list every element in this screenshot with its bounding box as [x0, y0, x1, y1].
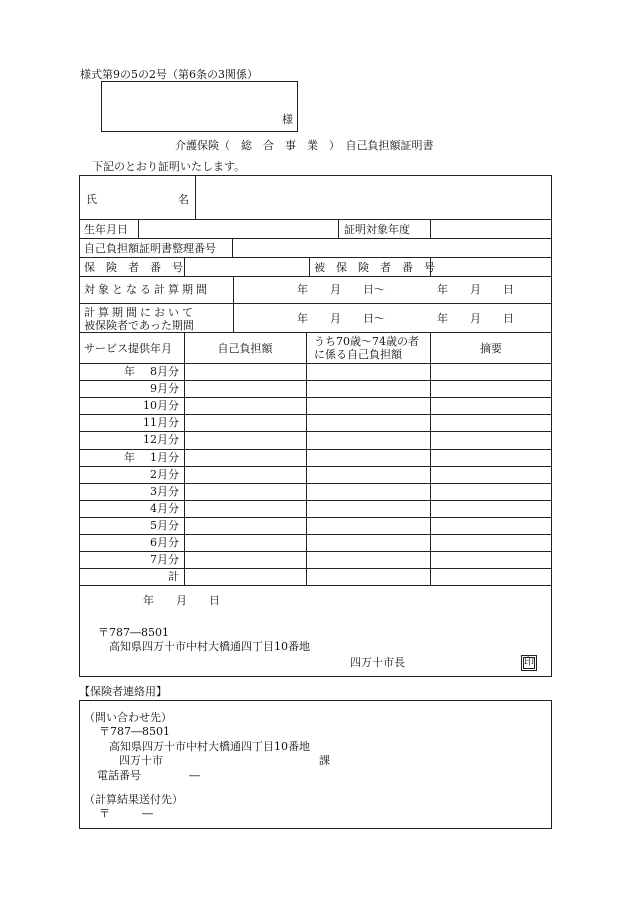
- row-year: 年: [124, 451, 135, 464]
- birthdate-label: 生年月日: [84, 223, 128, 236]
- rule: [79, 276, 552, 277]
- row-rule: [79, 414, 552, 415]
- inquiry-postal: 〒787―8501: [99, 725, 170, 738]
- rule: [430, 332, 431, 585]
- insured-number-label: 被 保 険 者 番 号: [314, 261, 435, 274]
- row-month: 7月分: [150, 553, 179, 566]
- rule: [79, 238, 552, 239]
- header-month: サービス提供年月: [84, 342, 172, 355]
- rule: [430, 219, 431, 238]
- name-label-left: 氏: [86, 193, 97, 206]
- inquiry-address: 高知県四万十市中村大橋通四丁目10番地: [109, 740, 310, 753]
- rule: [338, 219, 339, 238]
- rule: [306, 332, 307, 585]
- cert-number-label: 自己負担額証明書整理番号: [84, 242, 216, 255]
- issuer-address: 高知県四万十市中村大橋通四丁目10番地: [109, 640, 310, 653]
- result-label: （計算結果送付先）: [84, 793, 183, 806]
- row-rule: [79, 500, 552, 501]
- row-month: 6月分: [150, 536, 179, 549]
- row-month: 11月分: [143, 416, 179, 429]
- rule: [233, 276, 234, 332]
- insurer-contact-heading: 【保険者連絡用】: [79, 685, 167, 698]
- insurer-number-label: 保 険 者 番 号: [84, 261, 183, 274]
- form-number: 様式第9の5の2号（第6条の3関係）: [80, 68, 258, 81]
- result-postal-dash: ―: [142, 807, 153, 820]
- rule: [184, 257, 185, 276]
- document-title: 介護保険（ 総 合 事 業 ） 自己負担額証明書: [175, 139, 434, 152]
- rule: [79, 363, 552, 364]
- insured-period-end: 年 月 日: [437, 312, 514, 325]
- row-month: 9月分: [150, 382, 179, 395]
- rule: [195, 175, 196, 219]
- rule: [184, 332, 185, 585]
- row-month: 12月分: [143, 433, 179, 446]
- insured-period-label-line1: 計算期間において: [84, 306, 196, 319]
- intro-text: 下記のとおり証明いたします。: [92, 160, 246, 173]
- header-age-line2: に係る自己負担額: [314, 348, 402, 361]
- rule: [79, 303, 552, 304]
- row-rule: [79, 380, 552, 381]
- row-month: 計: [168, 570, 179, 583]
- row-rule: [79, 534, 552, 535]
- seal-stamp: 印: [521, 655, 537, 671]
- row-rule: [79, 568, 552, 569]
- inquiry-city: 四万十市: [119, 754, 163, 767]
- rule: [309, 257, 310, 276]
- row-rule: [79, 431, 552, 432]
- rule: [79, 332, 552, 333]
- row-rule: [79, 483, 552, 484]
- header-copay: 自己負担額: [217, 342, 273, 355]
- row-month: 10月分: [143, 399, 179, 412]
- recipient-box: [101, 81, 298, 132]
- row-month: 2月分: [150, 468, 179, 481]
- recipient-suffix: 様: [282, 113, 293, 126]
- rule: [138, 219, 139, 238]
- row-month: 3月分: [150, 485, 179, 498]
- inquiry-section: 課: [319, 754, 330, 767]
- row-year: 年: [124, 365, 135, 378]
- phone-label: 電話番号: [97, 769, 141, 782]
- insurer-contact-box: [79, 700, 552, 829]
- insured-period-label-line2: 被保険者であった期間: [84, 319, 194, 332]
- calc-period-start: 年 月 日～: [297, 283, 385, 296]
- issuer-mayor: 四万十市長: [350, 656, 405, 669]
- insured-period-start: 年 月 日～: [297, 312, 385, 325]
- calc-period-end: 年 月 日: [437, 283, 514, 296]
- header-notes: 摘要: [480, 342, 502, 355]
- row-rule: [79, 449, 552, 450]
- row-rule: [79, 397, 552, 398]
- row-rule: [79, 517, 552, 518]
- name-label-right: 名: [178, 193, 189, 206]
- row-month: 8月分: [150, 365, 179, 378]
- rule: [232, 238, 233, 257]
- cert-year-label: 証明対象年度: [344, 223, 410, 236]
- row-month: 1月分: [150, 451, 179, 464]
- rule: [79, 257, 552, 258]
- row-rule: [79, 466, 552, 467]
- row-month: 4月分: [150, 502, 179, 515]
- issuer-postal: 〒787―8501: [98, 626, 169, 639]
- calc-period-label: 対象となる計算期間: [84, 283, 210, 296]
- row-rule: [79, 551, 552, 552]
- phone-dash: ―: [189, 769, 200, 782]
- rule: [79, 219, 552, 220]
- issue-date: 年 月 日: [143, 594, 220, 607]
- inquiry-label: （問い合わせ先）: [84, 711, 172, 724]
- rule: [79, 585, 552, 586]
- header-age-line1: うち70歳～74歳の者: [314, 335, 419, 348]
- row-month: 5月分: [150, 519, 179, 532]
- result-postal-mark: 〒: [99, 807, 110, 820]
